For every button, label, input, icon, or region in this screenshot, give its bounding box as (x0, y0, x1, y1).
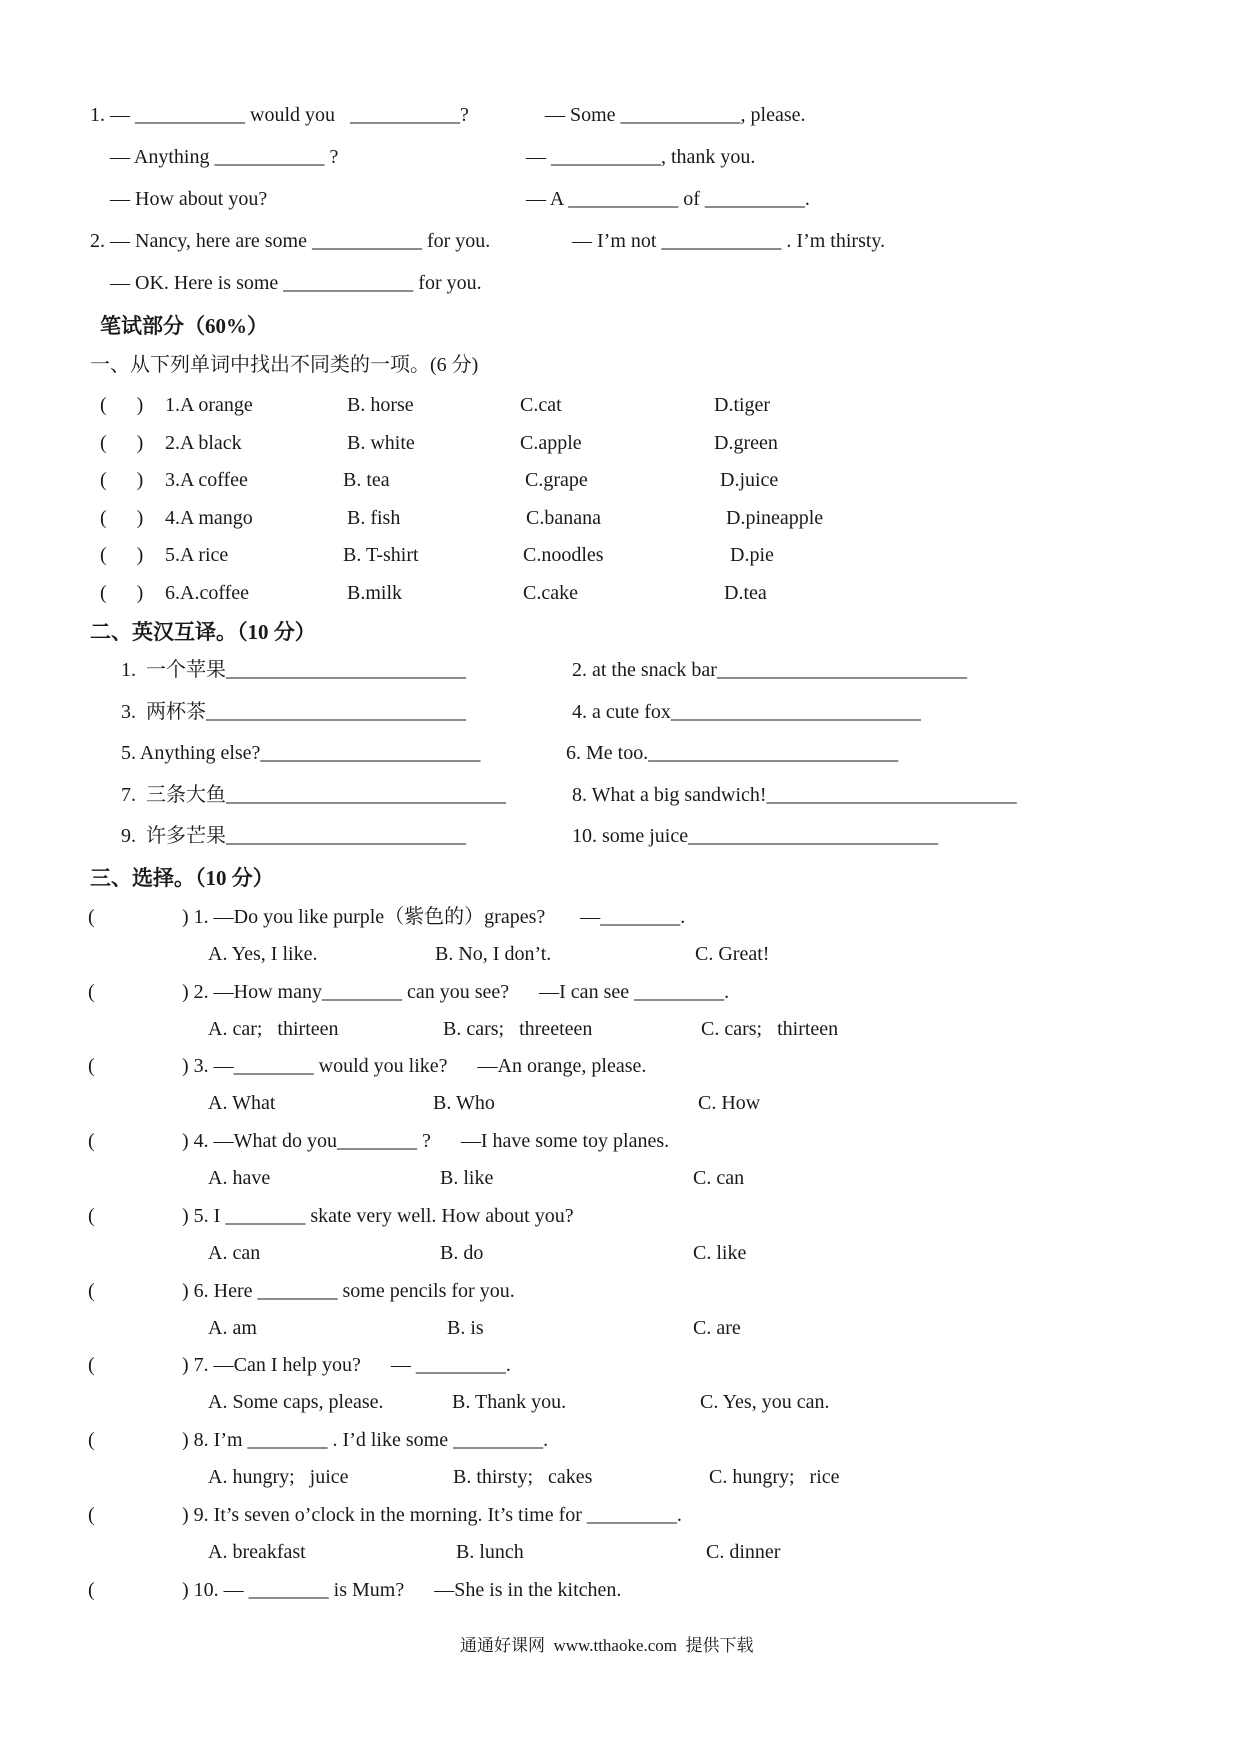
question-option-c: C. are (693, 1317, 741, 1339)
question-option-b: B. do (440, 1242, 484, 1264)
question-option-c: C. How (698, 1092, 761, 1114)
question-text: ) 5. I ________ skate very well. How about you? (182, 1205, 574, 1227)
question-option-a: A. What (208, 1092, 276, 1114)
question-option-c: C. cars; thirteen (701, 1018, 839, 1040)
question-text: ) 4. —What do you________ ? —I have some toy planes. (182, 1130, 670, 1152)
question-paren: ( (88, 1429, 95, 1451)
question-paren: ( (88, 1205, 95, 1227)
translation-item: 7. 三条大鱼____________________________ (121, 784, 506, 806)
question-option-c: C. dinner (706, 1541, 781, 1563)
part1-option-a: 4.A mango (165, 507, 253, 529)
part1-title: 一、从下列单词中找出不同类的一项。(6 分) (90, 354, 479, 376)
footer-source: 通通好课网 www.tthaoke.com 提供下载 (460, 1636, 754, 1655)
listening-q1-line1-right: — Some ____________, please. (545, 104, 806, 126)
question-text: ) 1. —Do you like purple（紫色的）grapes? —________. (182, 906, 686, 928)
question-paren: ( (88, 1354, 95, 1376)
listening-q2-line1-right: — I’m not ____________ . I’m thirsty. (572, 230, 886, 252)
question-paren: ( (88, 1280, 95, 1302)
question-paren: ( (88, 906, 95, 928)
question-paren: ( (88, 1504, 95, 1526)
question-option-b: B. like (440, 1167, 494, 1189)
part1-option-d: D.juice (720, 469, 779, 491)
question-paren: ( (88, 1130, 95, 1152)
question-option-a: A. Yes, I like. (208, 943, 318, 965)
part1-option-a: 1.A orange (165, 394, 253, 416)
question-option-a: A. breakfast (208, 1541, 306, 1563)
question-option-b: B. No, I don’t. (435, 943, 552, 965)
translation-item: 8. What a big sandwich!_________________________ (572, 784, 1017, 806)
question-option-a: A. Some caps, please. (208, 1391, 384, 1413)
question-option-a: A. am (208, 1317, 257, 1339)
question-text: ) 8. I’m ________ . I’d like some _________. (182, 1429, 549, 1451)
question-option-b: B. lunch (456, 1541, 524, 1563)
listening-q1-line1-left: 1. — ___________ would you ___________? (90, 104, 469, 126)
part2-title: 二、英汉互译。（10 分） (90, 620, 316, 644)
part1-option-c: C.cake (523, 582, 578, 604)
part1-option-b: B. white (347, 432, 415, 454)
question-option-b: B. Who (433, 1092, 495, 1114)
question-text: ) 10. — ________ is Mum? —She is in the kitchen. (182, 1579, 622, 1601)
question-option-c: C. hungry; rice (709, 1466, 840, 1488)
part3-title: 三、选择。（10 分） (90, 866, 274, 890)
question-paren: ( (88, 1055, 95, 1077)
translation-item: 9. 许多芒果________________________ (121, 825, 466, 847)
part1-option-c: C.apple (520, 432, 582, 454)
listening-q1-line2-right: — ___________, thank you. (526, 146, 756, 168)
question-text: ) 3. —________ would you like? —An orange, please. (182, 1055, 647, 1077)
question-option-b: B. cars; threeteen (443, 1018, 593, 1040)
translation-item: 6. Me too._________________________ (566, 742, 899, 764)
part1-row-paren: ( ) (100, 469, 144, 491)
part1-option-a: 5.A rice (165, 544, 229, 566)
translation-item: 2. at the snack bar_________________________ (572, 659, 967, 681)
part1-option-b: B. tea (343, 469, 390, 491)
question-option-a: A. can (208, 1242, 261, 1264)
part1-row-paren: ( ) (100, 394, 144, 416)
question-text: ) 6. Here ________ some pencils for you. (182, 1280, 515, 1302)
question-text: ) 9. It’s seven o’clock in the morning. It’s time for _________. (182, 1504, 682, 1526)
question-option-a: A. have (208, 1167, 271, 1189)
part1-option-c: C.noodles (523, 544, 604, 566)
part1-row-paren: ( ) (100, 582, 144, 604)
translation-item: 10. some juice_________________________ (572, 825, 939, 847)
part1-option-d: D.green (714, 432, 778, 454)
listening-q2-line1-left: 2. — Nancy, here are some ___________ for you. (90, 230, 491, 252)
listening-q1-line3-right: — A ___________ of __________. (526, 188, 810, 210)
part1-option-c: C.cat (520, 394, 562, 416)
written-section-title: 笔试部分（60%） (100, 314, 268, 338)
part1-option-b: B. fish (347, 507, 401, 529)
question-option-c: C. like (693, 1242, 747, 1264)
question-option-c: C. Yes, you can. (700, 1391, 830, 1413)
part1-option-b: B. horse (347, 394, 414, 416)
listening-q1-line2-left: — Anything ___________ ? (110, 146, 339, 168)
question-option-a: A. car; thirteen (208, 1018, 339, 1040)
question-option-b: B. thirsty; cakes (453, 1466, 593, 1488)
part1-option-c: C.grape (525, 469, 588, 491)
question-option-a: A. hungry; juice (208, 1466, 349, 1488)
part1-option-d: D.pie (730, 544, 774, 566)
part1-row-paren: ( ) (100, 544, 144, 566)
translation-item: 1. 一个苹果________________________ (121, 659, 466, 681)
part1-option-a: 3.A coffee (165, 469, 248, 491)
question-text: ) 2. —How many________ can you see? —I can see _________. (182, 981, 730, 1003)
translation-item: 3. 两杯茶__________________________ (121, 701, 466, 723)
question-option-c: C. can (693, 1167, 745, 1189)
question-text: ) 7. —Can I help you? — _________. (182, 1354, 511, 1376)
part1-option-a: 6.A.coffee (165, 582, 250, 604)
part1-option-d: D.pineapple (726, 507, 824, 529)
part1-row-paren: ( ) (100, 432, 144, 454)
part1-option-d: D.tiger (714, 394, 771, 416)
part1-option-b: B. T-shirt (343, 544, 419, 566)
question-paren: ( (88, 1579, 95, 1601)
question-option-b: B. is (447, 1317, 484, 1339)
translation-item: 4. a cute fox_________________________ (572, 701, 921, 723)
part1-option-b: B.milk (347, 582, 403, 604)
listening-q1-line3-left: — How about you? (110, 188, 268, 210)
question-paren: ( (88, 981, 95, 1003)
part1-row-paren: ( ) (100, 507, 144, 529)
part1-option-a: 2.A black (165, 432, 242, 454)
listening-q2-line2: — OK. Here is some _____________ for you. (110, 272, 482, 294)
question-option-b: B. Thank you. (452, 1391, 567, 1413)
question-option-c: C. Great! (695, 943, 770, 965)
part1-option-d: D.tea (724, 582, 767, 604)
translation-item: 5. Anything else?______________________ (121, 742, 481, 764)
part1-option-c: C.banana (526, 507, 601, 529)
